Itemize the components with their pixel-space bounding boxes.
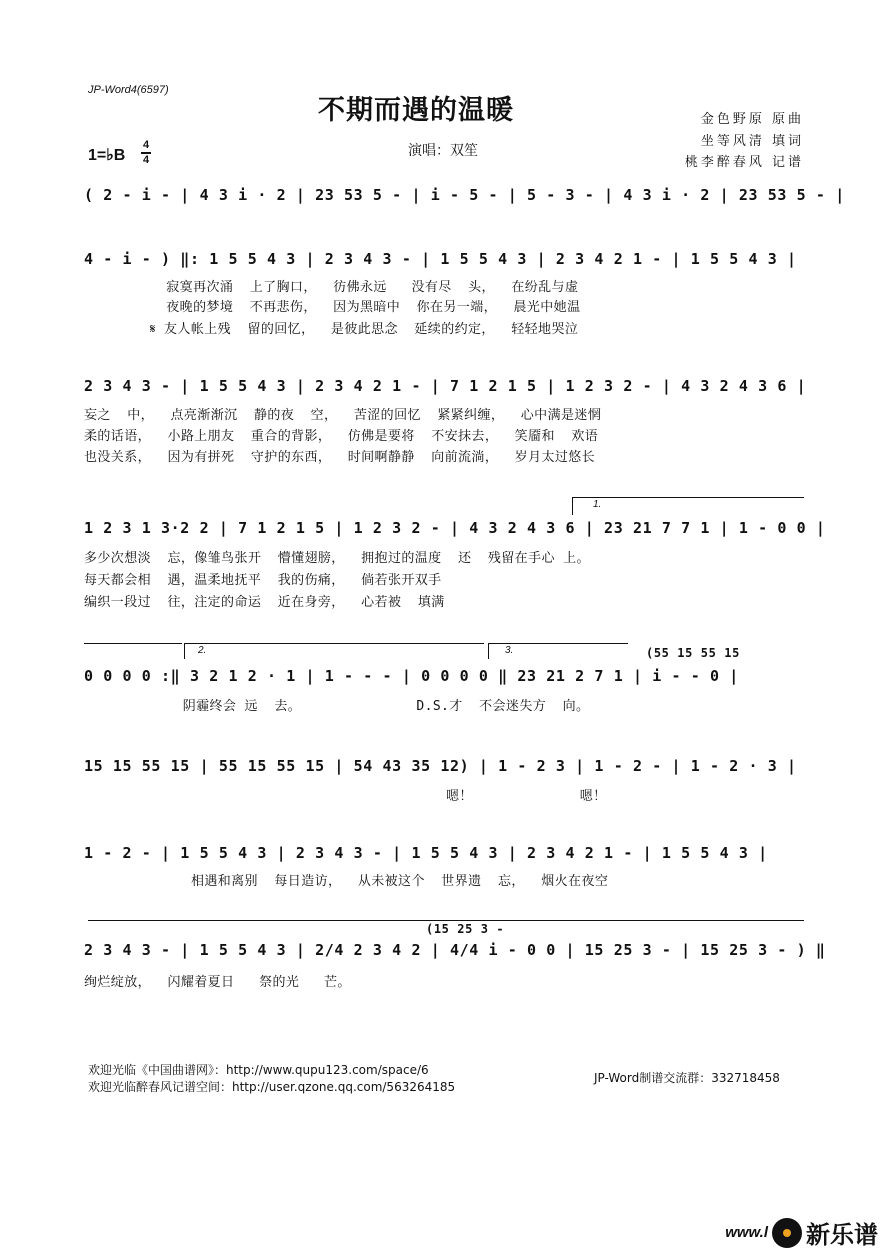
lyric-verse-1: 多少次想淡 忘，像雏鸟张开 懵懂翅膀， 拥抱过的温度 还 残留在手心 上。 <box>84 551 590 566</box>
lyric-verse-2: 柔的话语， 小路上朋友 重合的背影， 仿佛是要将 不安抹去， 笑靥和 欢语 <box>84 429 599 444</box>
notes-line: 1 2 3 1 3·2 2 | 7 1 2 1 5 | 1 2 3 2 - | 4 3 2 4 3 6 | 23 21 7 7 1 | 1 - 0 0 | <box>84 519 826 537</box>
notes-line: 15 15 55 15 | 55 15 55 15 | 54 43 35 12) | 1 - 2 3 | 1 - 2 - | 1 - 2 · 3 | <box>84 757 797 775</box>
singer-credit: 演唱：双笙 <box>408 143 478 159</box>
lyric-line: 相遇和离别 每日造访， 从未被这个 世界遗 忘， 烟火在夜空 <box>84 874 609 889</box>
credit-transcriber: 桃李醉春风 记谱 <box>684 155 804 170</box>
lyric-verse-3: 编织一段过 往，注定的命运 近在身旁， 心若被 填满 <box>84 595 445 610</box>
credit-composer: 金色野原 原曲 <box>700 112 804 127</box>
record-disc-icon <box>772 1218 802 1248</box>
footer-link-qupu[interactable]: 欢迎光临《中国曲谱网》：http://www.qupu123.com/space/6 <box>88 1063 429 1077</box>
lyric-line: 绚烂绽放， 闪耀着夏日 祭的光 芒。 <box>84 975 351 990</box>
lyric-verse-1: 妄之 中， 点亮渐渐沉 静的夜 空， 苦涩的回忆 紧紧纠缠， 心中满是迷惘 <box>84 408 602 423</box>
lyric-verse-3: 𝄋 友人帐上残 留的回忆， 是彼此思念 延续的约定， 轻轻地哭泣 <box>84 322 579 337</box>
credit-lyricist: 坐等风清 填词 <box>700 134 804 149</box>
volta-bracket-1-edge <box>572 497 573 515</box>
footer-qq-group: JP-Word制谱交流群：332718458 <box>594 1071 780 1085</box>
time-signature-top: 4 <box>142 139 150 151</box>
volta-bracket-2-edge <box>184 643 185 659</box>
volta-label-3: 3. <box>505 645 514 656</box>
lyric-line: 阴霾终会 远 去。 D.S.才 不会迷失方 向。 <box>84 699 590 714</box>
notes-line: 4 - i - ) ‖: 1 5 5 4 3 | 2 3 4 3 - | 1 5 5 4 3 | 2 3 4 2 1 - | 1 5 5 4 3 | <box>84 250 797 268</box>
notes-line: 0 0 0 0 :‖ 3 2 1 2 · 1 | 1 - - - | 0 0 0 0 ‖ 23 21 2 7 1 | i - - 0 | <box>84 667 739 685</box>
volta-label-1: 1. <box>593 499 602 510</box>
song-title: 不期而遇的温暖 <box>318 95 514 126</box>
watermark-logo <box>725 1215 878 1250</box>
lyric-verse-2: 每天都会相 遇，温柔地抚平 我的伤痛， 倘若张开双手 <box>84 573 442 588</box>
notes-line: ( 2 - i - | 4 3 i · 2 | 23 53 5 - | i - 5 - | 5 - 3 - | 4 3 i · 2 | 23 53 5 - | <box>84 186 845 204</box>
watermark-url: www.l <box>725 1224 768 1241</box>
key-signature: 1=♭B <box>88 147 126 164</box>
watermark-brand: 新乐谱 <box>806 1221 878 1249</box>
volta-label-2: 2. <box>198 645 207 656</box>
lyric-line: 嗯！ 嗯！ <box>84 789 607 804</box>
footer-link-qzone[interactable]: 欢迎光临醉春风记谱空间：http://user.qzone.qq.com/563264185 <box>88 1080 456 1094</box>
lyric-verse-2: 夜晚的梦境 不再悲伤， 因为黑暗中 你在另一端， 晨光中她温 <box>84 300 581 315</box>
time-signature <box>141 140 151 166</box>
volta-bracket-1-cont <box>84 643 182 644</box>
volta-bracket-1 <box>572 497 804 498</box>
section-bracket <box>88 920 804 921</box>
bracket-notes-1: (55 15 55 15 <box>646 646 740 660</box>
app-tag: JP-Word4(6597) <box>88 84 169 96</box>
volta-bracket-3-edge <box>488 643 489 659</box>
notes-line: 2 3 4 3 - | 1 5 5 4 3 | 2/4 2 3 4 2 | 4/4 i - 0 0 | 15 25 3 - | 15 25 3 - ) ‖ <box>84 941 826 959</box>
notes-line: 2 3 4 3 - | 1 5 5 4 3 | 2 3 4 2 1 - | 7 1 2 1 5 | 1 2 3 2 - | 4 3 2 4 3 6 | <box>84 377 807 395</box>
time-signature-bottom: 4 <box>142 153 150 166</box>
volta-bracket-2 <box>184 643 484 644</box>
lyric-verse-3: 也没关系， 因为有拼死 守护的东西， 时间啊静静 向前流淌， 岁月太过悠长 <box>84 450 596 465</box>
volta-bracket-3 <box>488 643 628 644</box>
bracket-notes-2: (15 25 3 - <box>426 922 505 936</box>
notes-line: 1 - 2 - | 1 5 5 4 3 | 2 3 4 3 - | 1 5 5 4 3 | 2 3 4 2 1 - | 1 5 5 4 3 | <box>84 844 768 862</box>
lyric-verse-1: 寂寞再次涌 上了胸口， 彷佛永远 没有尽 头， 在纷乱与虚 <box>84 280 579 295</box>
